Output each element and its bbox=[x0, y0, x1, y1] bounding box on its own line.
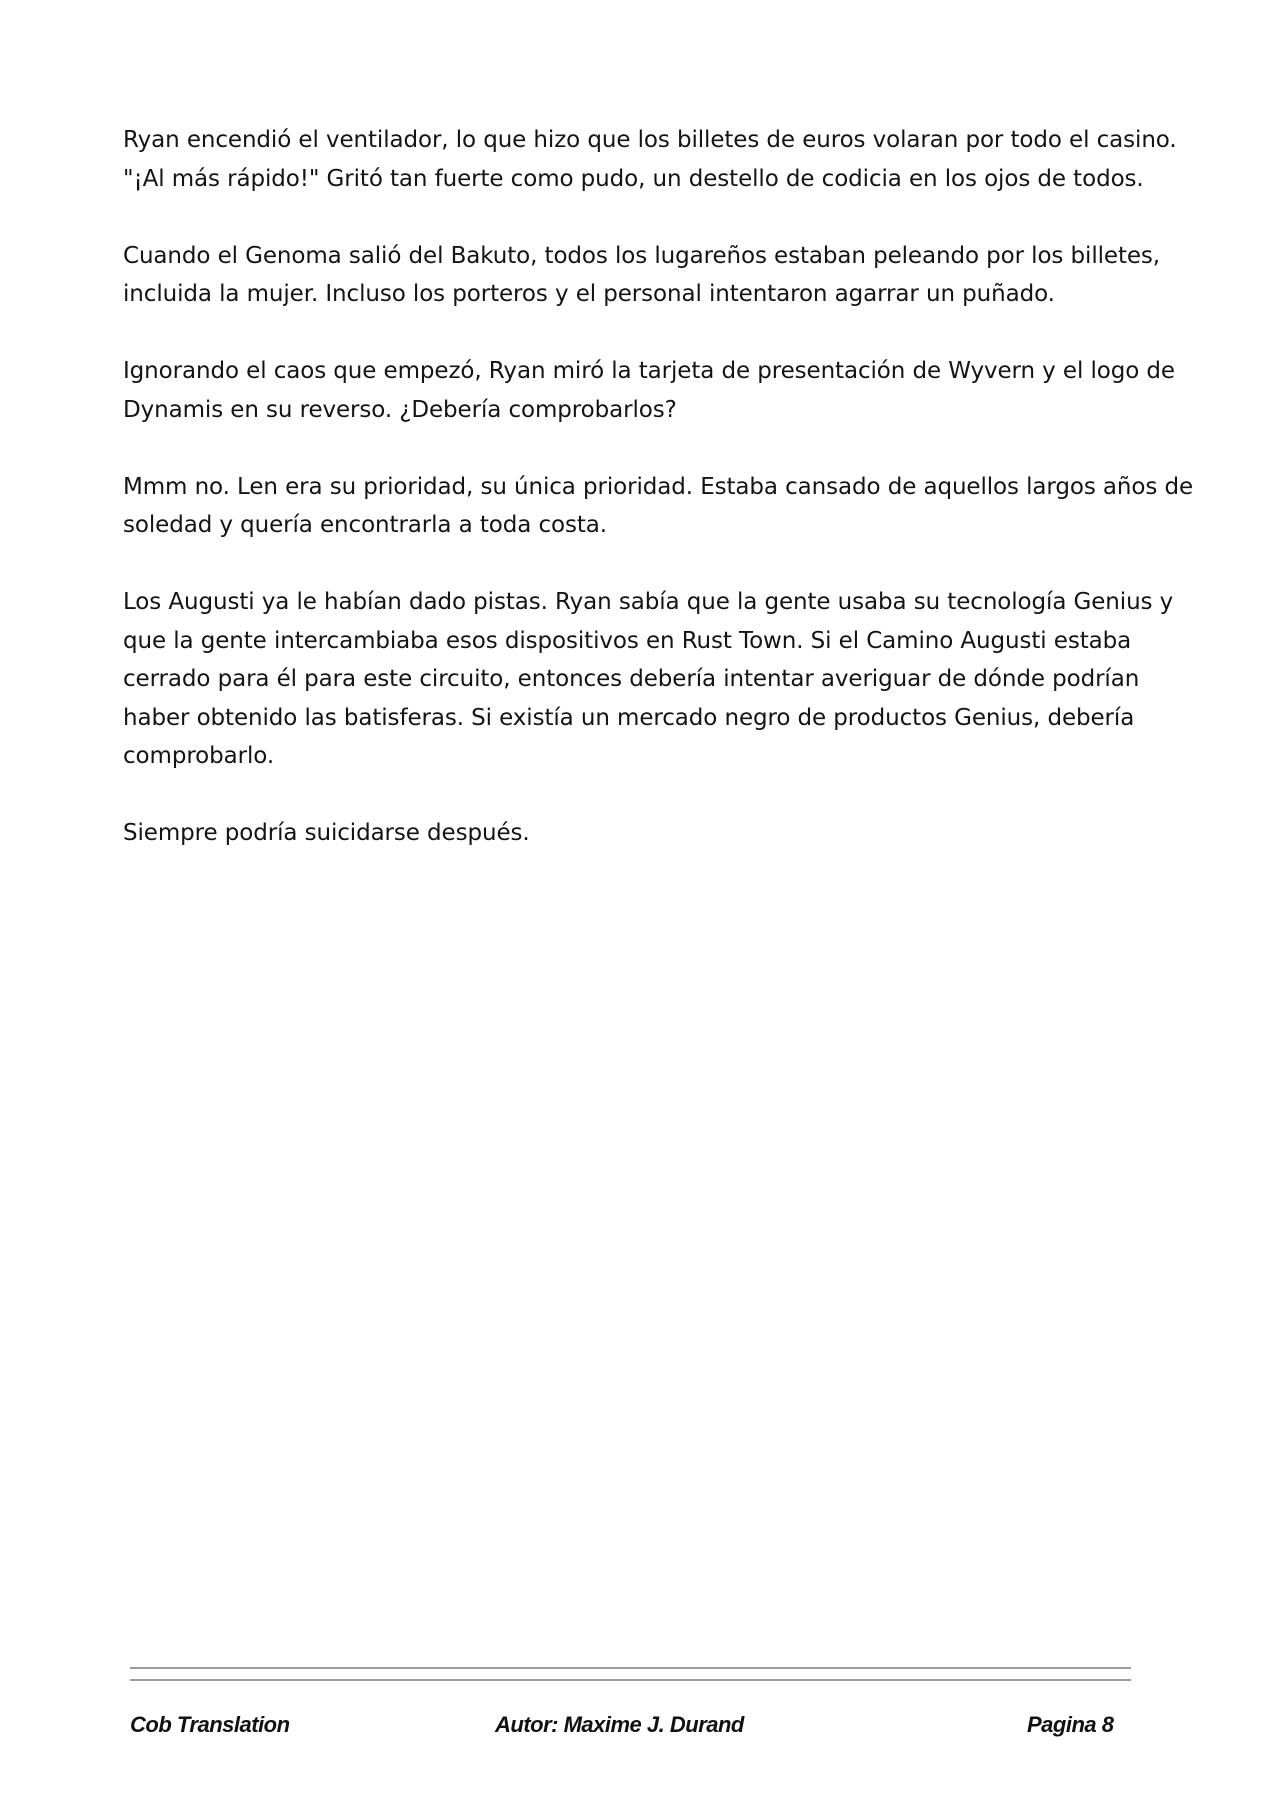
text-line: Ignorando el caos que empezó, Ryan miró la tarjeta de presentación de Wyvern y el logo de bbox=[123, 358, 1175, 384]
paragraph bbox=[123, 468, 1194, 545]
text-line: cerrado para él para este circuito, entonces debería intentar averiguar de dónde podrían bbox=[123, 666, 1140, 692]
text-line: Mmm no. Len era su prioridad, su única prioridad. Estaba cansado de aquellos largos años de bbox=[123, 473, 1194, 500]
text-line: Los Augusti ya le habían dado pistas. Ryan sabía que la gente usaba su tecnología Genius y bbox=[123, 589, 1174, 615]
text-line: que la gente intercambiaba esos dispositivos en Rust Town. Si el Camino Augusti estaba bbox=[123, 627, 1132, 654]
text-line: incluida la mujer. Incluso los porteros y el personal intentaron agarrar un puñado. bbox=[123, 281, 1055, 307]
text-line: haber obtenido las batisferas. Si existía un mercado negro de productos Genius, debería bbox=[123, 704, 1135, 731]
text-line: Cuando el Genoma salió del Bakuto, todos los lugareños estaban peleando por los billetes, bbox=[123, 242, 1161, 269]
text-line: soledad y quería encontrarla a toda costa. bbox=[123, 512, 607, 538]
text-line: comprobarlo. bbox=[123, 743, 275, 769]
paragraph bbox=[123, 352, 1175, 429]
footer-divider bbox=[130, 1679, 1131, 1681]
paragraph bbox=[123, 583, 1174, 776]
text-line: "¡Al más rápido!" Gritó tan fuerte como pudo, un destello de codicia en los ojos de todos. bbox=[123, 165, 1144, 192]
text-line: Ryan encendió el ventilador, lo que hizo que los billetes de euros volaran por todo el casino. bbox=[123, 127, 1177, 153]
footer-divider bbox=[130, 1667, 1131, 1669]
footer-author: Autor: Maxime J. Durand bbox=[495, 1712, 744, 1737]
text-line: Dynamis en su reverso. ¿Debería comprobarlos? bbox=[123, 396, 677, 423]
body-text bbox=[123, 121, 1194, 891]
text-line: Siempre podría suicidarse después. bbox=[123, 820, 530, 846]
paragraph bbox=[123, 121, 1177, 198]
footer-page-number: Pagina 8 bbox=[1027, 1712, 1114, 1737]
paragraph bbox=[123, 814, 1153, 853]
footer-translator: Cob Translation bbox=[130, 1712, 290, 1737]
paragraph bbox=[123, 237, 1161, 314]
